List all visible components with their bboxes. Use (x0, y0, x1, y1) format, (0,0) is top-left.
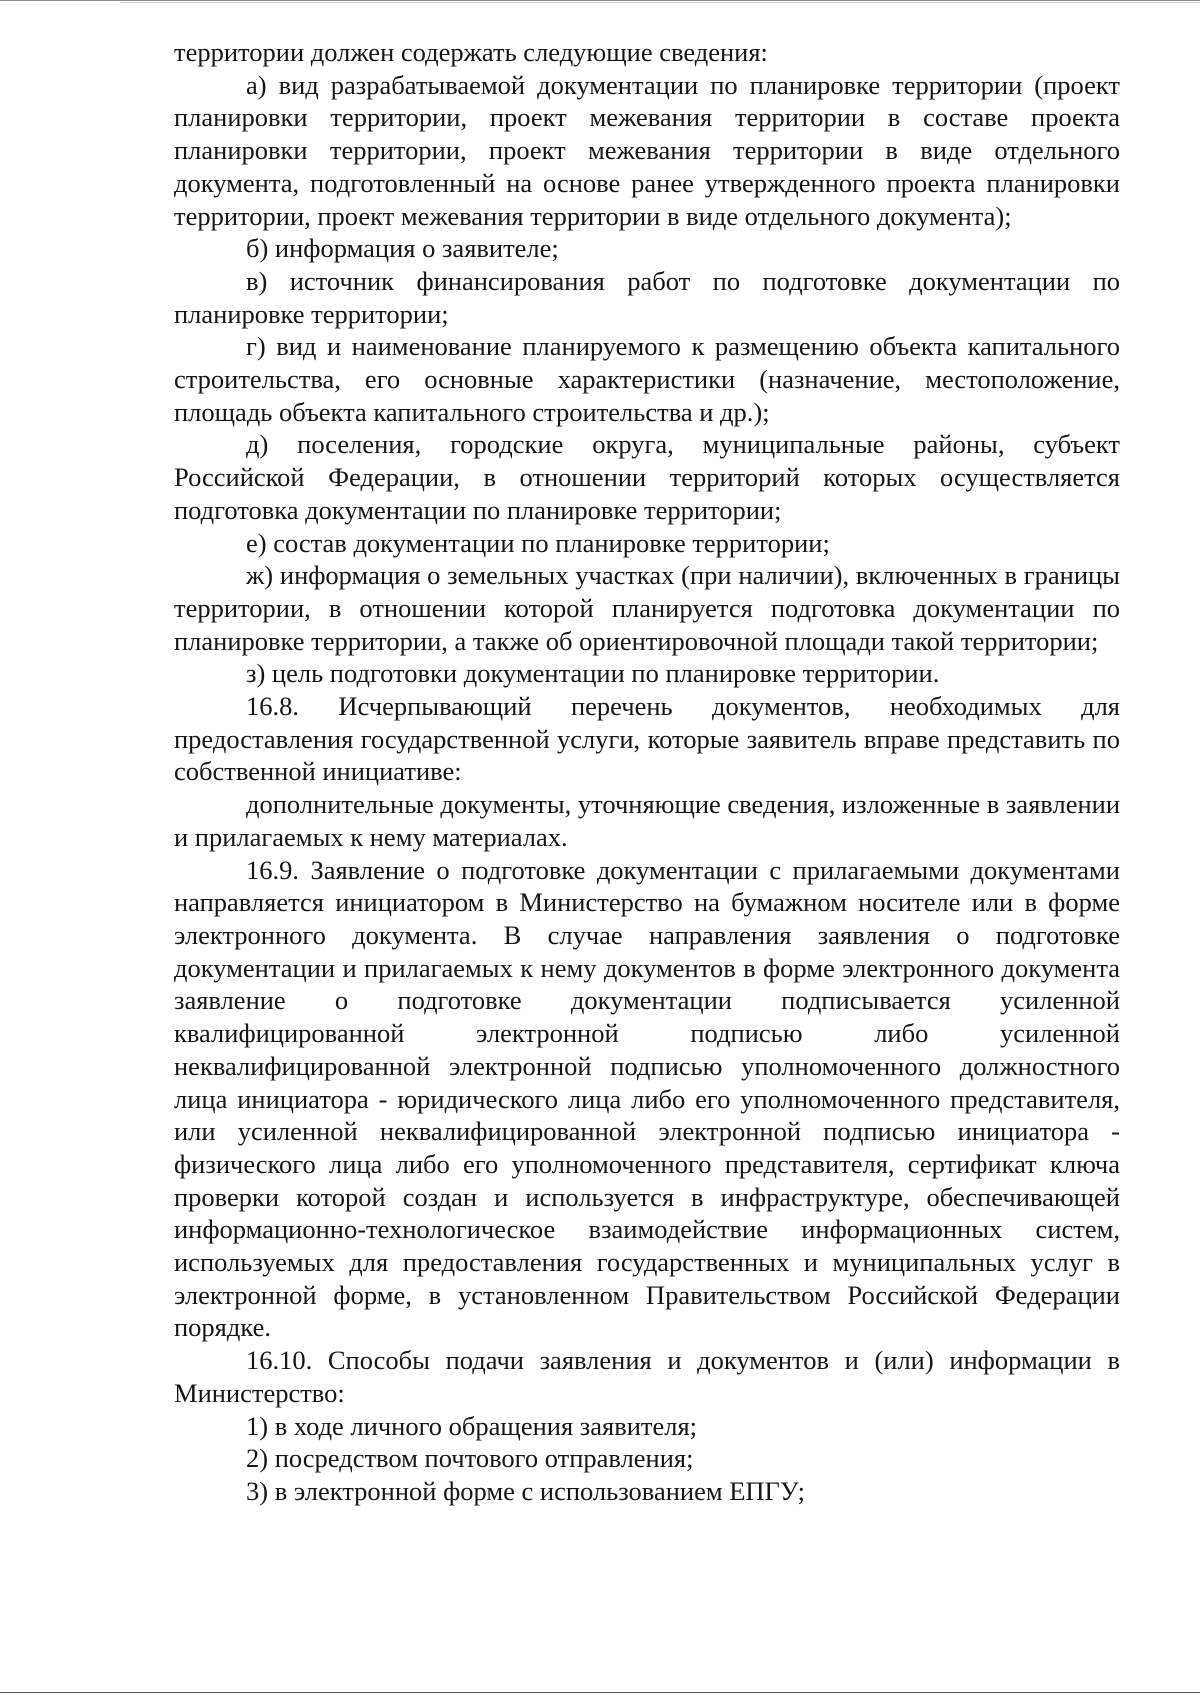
paragraph-additional-documents: дополнительные документы, уточняющие сведения, изложенные в заявлении и прилагаемых к нему материалах. (174, 789, 1120, 852)
paragraph-item-g: г) вид и наименование планируемого к размещению объекта капитального строительства, его основные характеристики (назначение, местоположение, площадь объекта капитального строительства и др.); (174, 331, 1120, 427)
scan-top-edge (0, 0, 1200, 1)
paragraph-item-d: д) поселения, городские округа, муниципальные районы, субъект Российской Федерации, в отношении территорий которых осуществляется подготовка документации по планировке территории; (174, 429, 1120, 525)
paragraph-item-zh: ж) информация о земельных участках (при наличии), включенных в границы территории, в отношении которой планируется подготовка документации по планировке территории, а также об ориентировочной площади такой территории; (174, 560, 1120, 656)
paragraph-section-16-8: 16.8. Исчерпывающий перечень документов, необходимых для предоставления государственной услуги, которые заявитель вправе представить по собственной инициативе: (174, 691, 1120, 787)
paragraph-item-v: в) источник финансирования работ по подготовке документации по планировке территории; (174, 265, 1120, 329)
paragraph-intro-continuation: территории должен содержать следующие сведения: (174, 37, 768, 67)
paragraph-item-z: з) цель подготовки документации по планировке территории. (246, 658, 940, 689)
paragraph-method-2: 2) посредством почтового отправления; (246, 1443, 694, 1474)
paragraph-method-3: 3) в электронной форме с использованием ЕПГУ; (246, 1475, 805, 1506)
paragraph-section-16-10: 16.10. Способы подачи заявления и документов и (или) информации в Министерство: (174, 1345, 1120, 1408)
document-page (174, 36, 1120, 1508)
paragraph-section-16-9: 16.9. Заявление о подготовке документации с прилагаемыми документами направляется инициатором в Министерство на бумажном носителе или в форме электронного документа. В случае направления заявления о подготовке документации и прилагаемых к нему документов в форме электронного документа заявление о подготовке документации подписывается усиленной квалифицированной электронной подписью либо усиленной неквалифицированной электронной подписью уполномоченного должностного лица инициатора - юридического лица либо его уполномоченного представителя, или усиленной неквалифицированной электронной подписью инициатора - физического лица либо его уполномоченного представителя, сертификат ключа проверки которой создан и используется в инфраструктуре, обеспечивающей информационно-технологическое взаимодействие информационных систем, используемых для предоставления государственных и муниципальных услуг в электронной форме, в установленном Правительством Российской Федерации порядке. (174, 854, 1120, 1343)
paragraph-item-a: а) вид разрабатываемой документации по планировке территории (проект планировки территории, проект межевания территории в составе проекта планировки территории, проект межевания территории в виде отдельного документа, подготовленный на основе ранее утвержденного проекта планировки территории, проект межевания территории в виде отдельного документа); (174, 69, 1120, 231)
scan-bottom-edge (0, 1692, 1200, 1693)
paragraph-method-1: 1) в ходе личного обращения заявителя; (246, 1410, 698, 1441)
paragraph-item-e: е) состав документации по планировке территории; (246, 527, 830, 558)
paragraph-item-b: б) информация о заявителе; (246, 233, 559, 264)
